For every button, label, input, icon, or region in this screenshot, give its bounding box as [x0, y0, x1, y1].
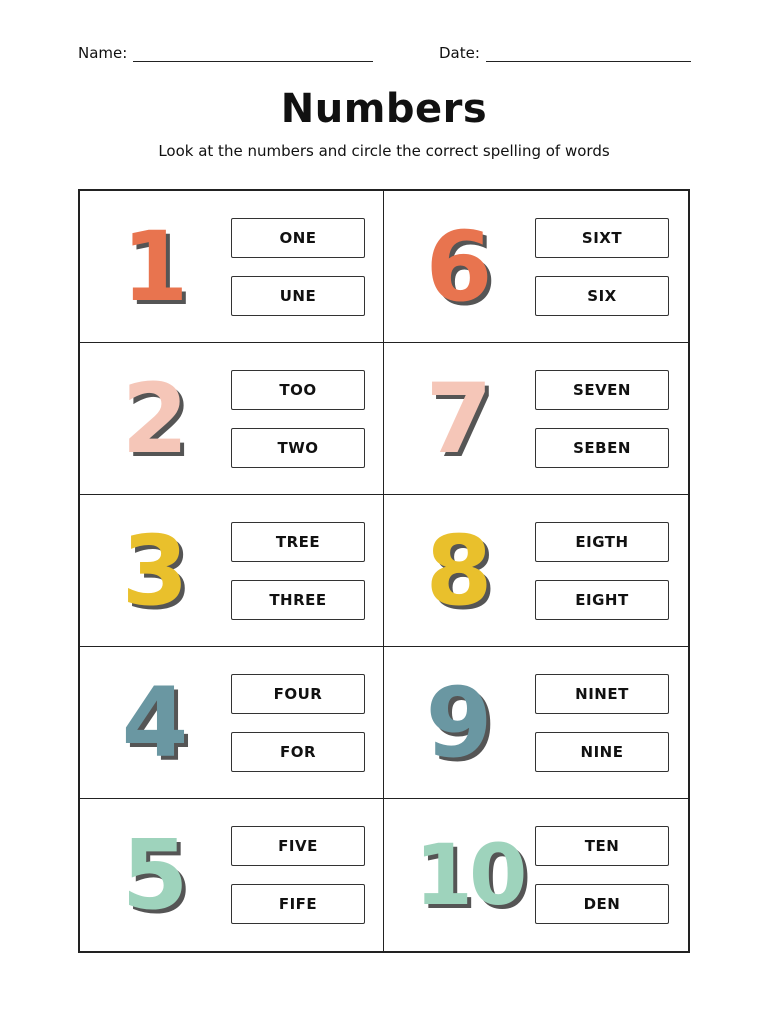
spelling-option[interactable]: NINET	[535, 674, 669, 714]
spelling-option[interactable]: SEVEN	[535, 370, 669, 410]
spelling-options	[231, 826, 365, 924]
spelling-options	[535, 826, 669, 924]
spelling-option[interactable]: TOO	[231, 370, 365, 410]
spelling-options	[535, 370, 669, 468]
spelling-option[interactable]: EIGTH	[535, 522, 669, 562]
name-label: Name:	[78, 44, 128, 62]
number-digit: 7	[425, 362, 493, 475]
spelling-options	[535, 218, 669, 316]
number-digit: 9	[425, 666, 493, 779]
date-label: Date:	[439, 44, 480, 62]
date-blank-line[interactable]	[486, 47, 691, 62]
spelling-option[interactable]: TWO	[231, 428, 365, 468]
spelling-option[interactable]: NINE	[535, 732, 669, 772]
spelling-option[interactable]: FOR	[231, 732, 365, 772]
number-cell	[384, 343, 688, 495]
number-cell	[80, 343, 384, 495]
number-cell	[80, 495, 384, 647]
number-cell	[384, 647, 688, 799]
number-cell	[80, 647, 384, 799]
number-digit: 5	[121, 819, 189, 931]
spelling-options	[231, 218, 365, 316]
spelling-options	[535, 674, 669, 772]
name-blank-line[interactable]	[133, 47, 373, 62]
spelling-option[interactable]: TEN	[535, 826, 669, 866]
number-digit: 3	[121, 514, 189, 627]
number-cell	[384, 799, 688, 951]
spelling-option[interactable]: FIVE	[231, 826, 365, 866]
spelling-option[interactable]: FOUR	[231, 674, 365, 714]
spelling-option[interactable]: SEBEN	[535, 428, 669, 468]
number-cell	[80, 191, 384, 343]
number-cell	[80, 799, 384, 951]
spelling-options	[535, 522, 669, 620]
number-digit: 1	[121, 210, 189, 323]
spelling-option[interactable]: SIXT	[535, 218, 669, 258]
instructions: Look at the numbers and circle the correct spelling of words	[158, 142, 610, 160]
spelling-option[interactable]: ONE	[231, 218, 365, 258]
number-grid	[78, 189, 690, 953]
number-cell	[384, 495, 688, 647]
name-field[interactable]	[78, 44, 373, 62]
spelling-option[interactable]: FIFE	[231, 884, 365, 924]
date-field[interactable]	[439, 44, 691, 62]
spelling-option[interactable]: UNE	[231, 276, 365, 316]
spelling-options	[231, 674, 365, 772]
number-digit: 10	[414, 826, 524, 924]
spelling-option[interactable]: THREE	[231, 580, 365, 620]
spelling-option[interactable]: EIGHT	[535, 580, 669, 620]
number-digit: 2	[121, 362, 189, 475]
number-cell	[384, 191, 688, 343]
number-digit: 6	[425, 210, 493, 323]
spelling-option[interactable]: DEN	[535, 884, 669, 924]
spelling-options	[231, 522, 365, 620]
page-title: Numbers	[280, 86, 488, 132]
spelling-option[interactable]: TREE	[231, 522, 365, 562]
number-digit: 8	[425, 514, 493, 627]
spelling-option[interactable]: SIX	[535, 276, 669, 316]
number-digit: 4	[121, 666, 189, 779]
spelling-options	[231, 370, 365, 468]
